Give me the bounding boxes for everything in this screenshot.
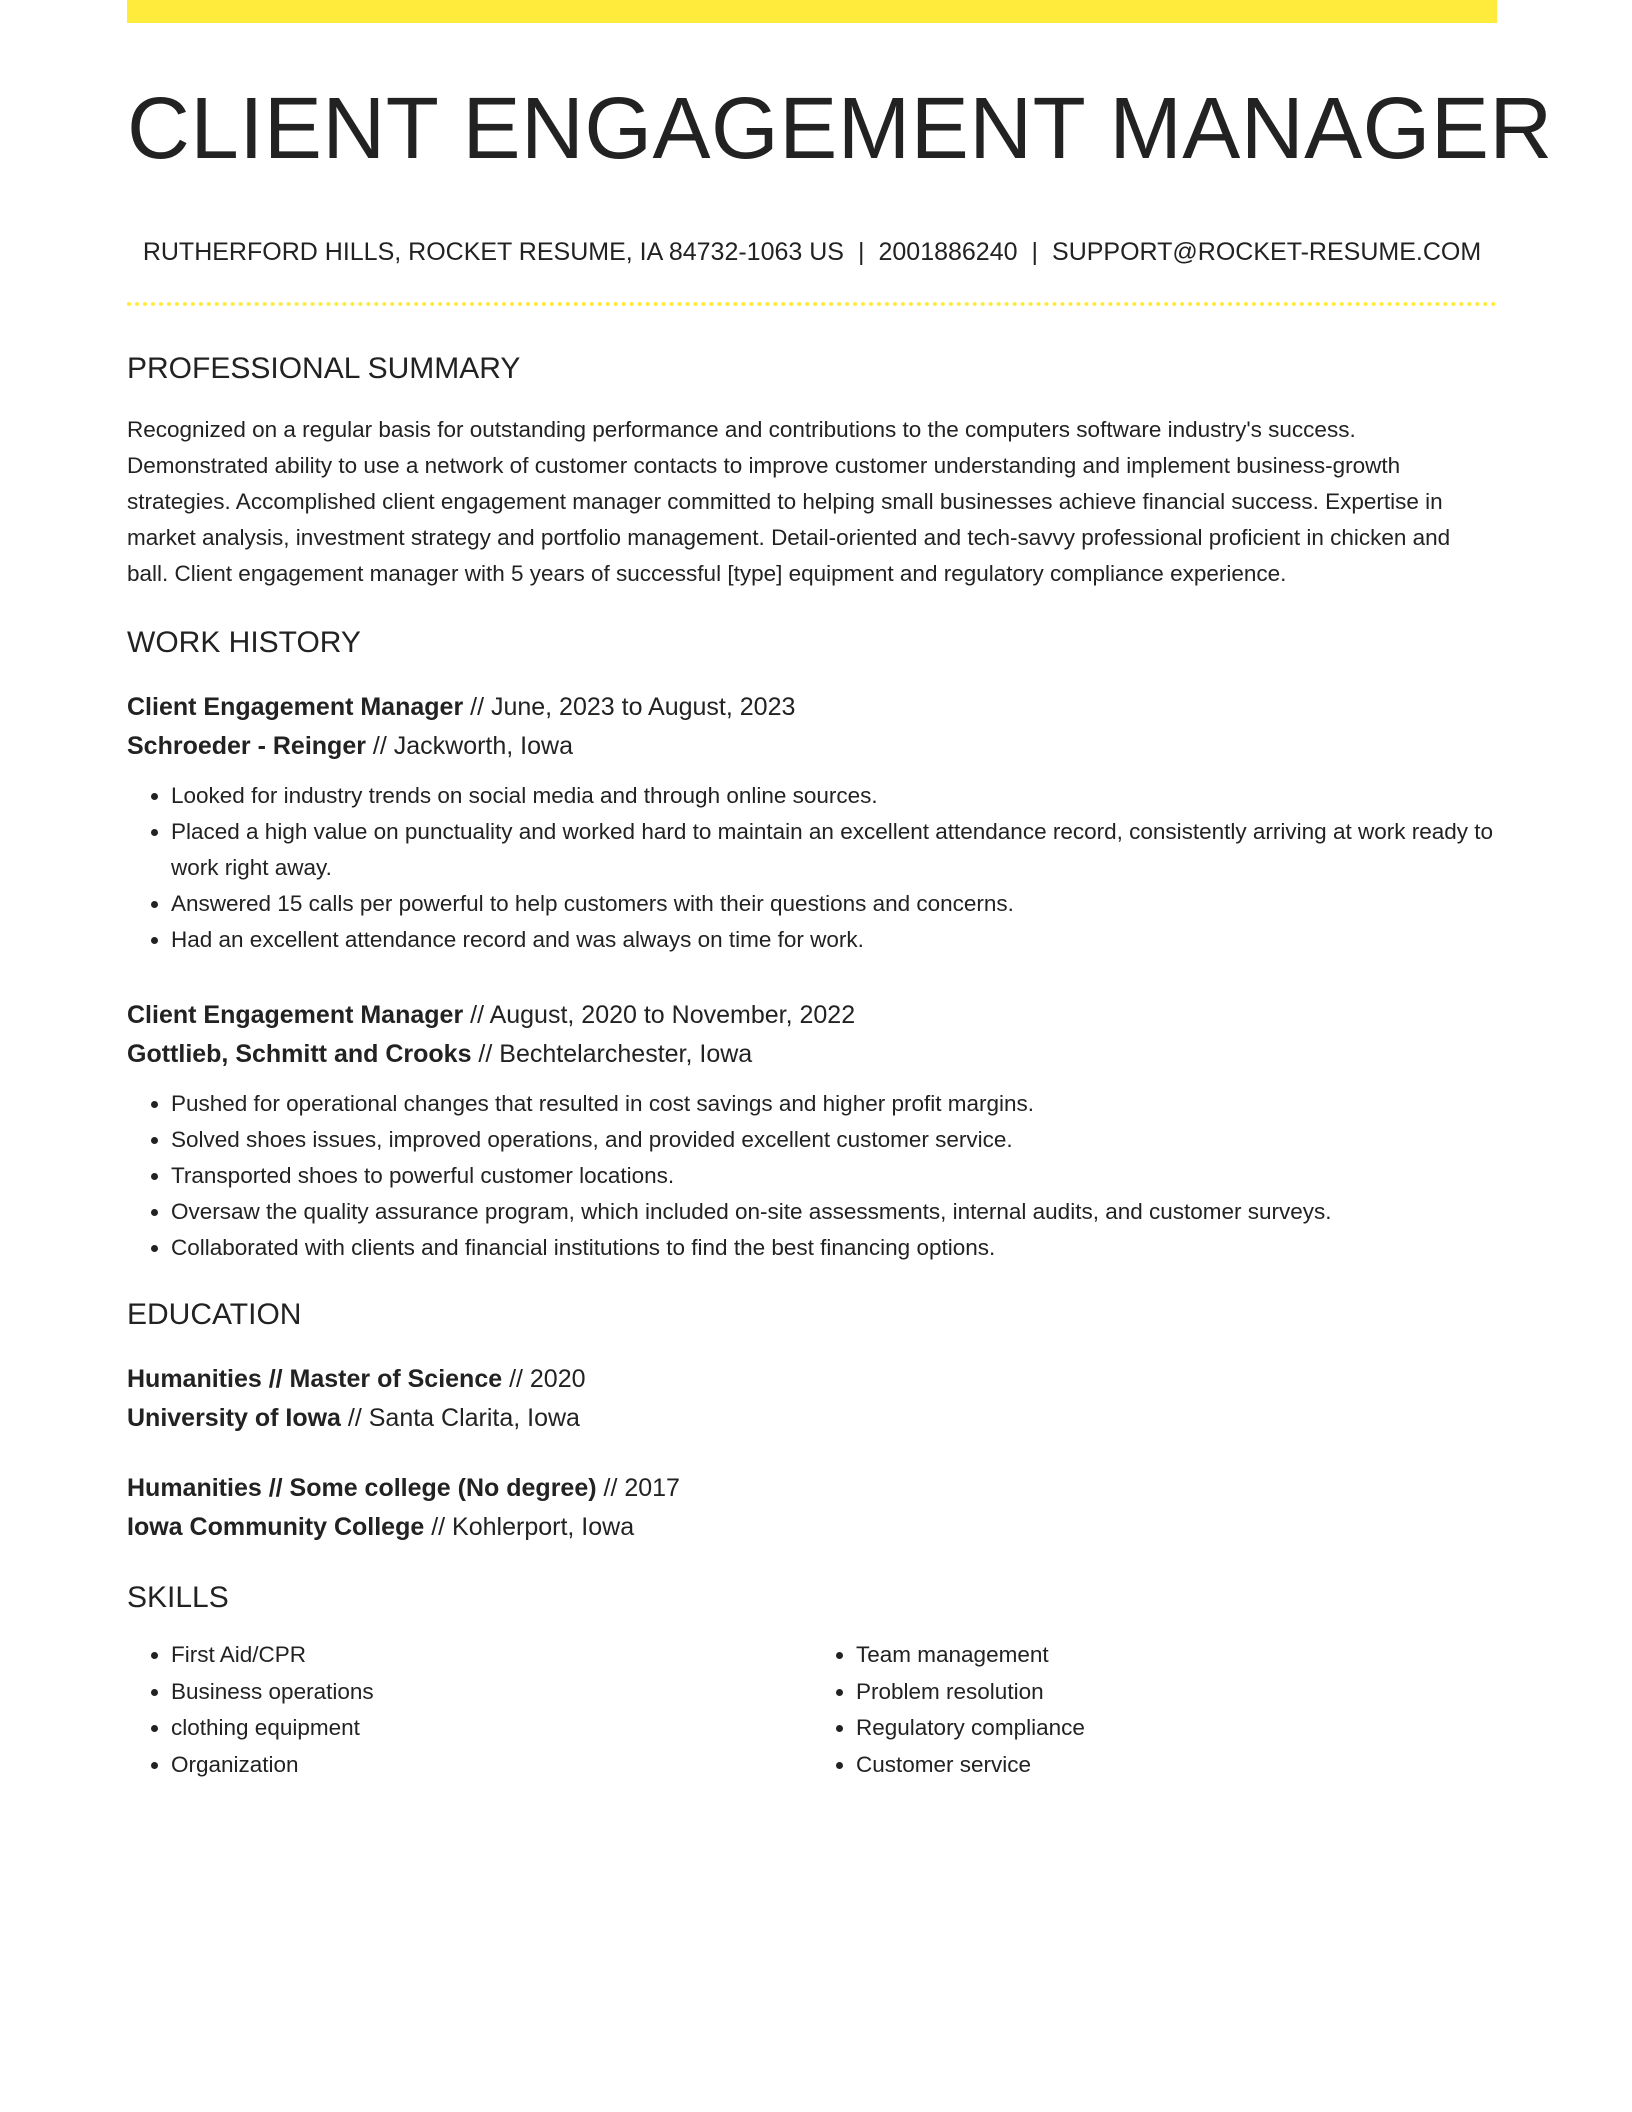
- summary-heading: PROFESSIONAL SUMMARY: [127, 352, 521, 385]
- contact-address: RUTHERFORD HILLS, ROCKET RESUME, IA 84732-1063 US: [142, 238, 844, 266]
- education-entry: [127, 1360, 1497, 1438]
- job-company: Schroeder - Reinger: [127, 732, 366, 760]
- education-degree-line: [127, 1360, 1497, 1399]
- dotted-divider: [127, 302, 1497, 306]
- job-title-line: [127, 688, 1497, 727]
- skill-item: • Regulatory compliance: [856, 1710, 1497, 1747]
- job-dates: // June, 2023 to August, 2023: [463, 693, 796, 721]
- contact-separator: |: [1031, 238, 1039, 266]
- job-bullet: • Had an excellent attendance record and was always on time for work.: [171, 922, 1497, 958]
- job-bullet: • Solved shoes issues, improved operations, and provided excellent customer service.: [171, 1122, 1497, 1158]
- candidate-name: CLIENT ENGAGEMENT MANAGER: [127, 80, 1553, 177]
- education-degree: Humanities // Some college (No degree): [127, 1474, 597, 1502]
- job-bullet: • Looked for industry trends on social media and through online sources.: [171, 778, 1497, 814]
- job-company-line: [127, 727, 1497, 766]
- job-bullets: [127, 1086, 1497, 1266]
- skill-item: • Team management: [856, 1637, 1497, 1674]
- education-year: // 2017: [596, 1474, 680, 1502]
- job-role: Client Engagement Manager: [127, 693, 464, 721]
- skills-list: [127, 1637, 1497, 1783]
- skills-column-left: [127, 1637, 812, 1783]
- job-entry: [127, 688, 1497, 958]
- job-company-line: [127, 1035, 1497, 1074]
- job-entry: [127, 996, 1497, 1266]
- job-company: Gottlieb, Schmitt and Crooks: [127, 1040, 472, 1068]
- education-entry: [127, 1469, 1497, 1547]
- job-role: Client Engagement Manager: [127, 1001, 464, 1029]
- skill-item: • clothing equipment: [171, 1710, 812, 1747]
- education-degree-line: [127, 1469, 1497, 1508]
- contact-phone: 2001886240: [878, 238, 1018, 266]
- job-location: // Bechtelarchester, Iowa: [471, 1040, 753, 1068]
- skills-heading: SKILLS: [127, 1581, 229, 1614]
- contact-separator: |: [857, 238, 865, 266]
- job-bullet: • Placed a high value on punctuality and worked hard to maintain an excellent attendance record, consistently arriving at work ready to work right away.: [171, 814, 1497, 886]
- job-bullet: • Pushed for operational changes that resulted in cost savings and higher profit margins.: [171, 1086, 1497, 1122]
- skill-item: • Customer service: [856, 1747, 1497, 1784]
- education-school-line: [127, 1508, 1497, 1547]
- skills-column-right: [812, 1637, 1497, 1783]
- job-bullet: • Oversaw the quality assurance program, which included on-site assessments, internal audits, and customer surveys.: [171, 1194, 1497, 1230]
- education-school-line: [127, 1399, 1497, 1438]
- education-location: // Santa Clarita, Iowa: [340, 1404, 580, 1432]
- skill-item: • First Aid/CPR: [171, 1637, 812, 1674]
- job-dates: // August, 2020 to November, 2022: [463, 1001, 856, 1029]
- education-year: // 2020: [502, 1365, 586, 1393]
- job-bullet: • Collaborated with clients and financial institutions to find the best financing options.: [171, 1230, 1497, 1266]
- contact-email: SUPPORT@ROCKET-RESUME.COM: [1052, 238, 1482, 266]
- education-school: University of Iowa: [127, 1404, 341, 1432]
- job-bullet: • Transported shoes to powerful customer locations.: [171, 1158, 1497, 1194]
- job-bullets: [127, 778, 1497, 958]
- skill-item: • Business operations: [171, 1674, 812, 1711]
- skill-item: • Organization: [171, 1747, 812, 1784]
- resume-page: [127, 0, 1553, 1783]
- contact-line: [127, 240, 1497, 265]
- job-bullet: • Answered 15 calls per powerful to help customers with their questions and concerns.: [171, 886, 1497, 922]
- education-location: // Kohlerport, Iowa: [424, 1513, 635, 1541]
- summary-text: Recognized on a regular basis for outstanding performance and contributions to the computers software industry's success. Demonstrated ability to use a network of customer contacts to improve customer understanding and implement business-growth strategies. Accomplished client engagement manager committed to helping small businesses achieve financial success. Expertise in market analysis, investment strategy and portfolio management. Detail-oriented and tech-savvy professional proficient in chicken and ball. Client engagement manager with 5 years of successful [type] equipment and regulatory compliance experience.: [127, 417, 1451, 586]
- skill-item: • Problem resolution: [856, 1674, 1497, 1711]
- education-school: Iowa Community College: [127, 1513, 425, 1541]
- job-title-line: [127, 996, 1497, 1035]
- education-degree: Humanities // Master of Science: [127, 1365, 503, 1393]
- work-history-heading: WORK HISTORY: [127, 626, 361, 659]
- top-accent-bar: [127, 0, 1497, 23]
- job-location: // Jackworth, Iowa: [365, 732, 573, 760]
- education-heading: EDUCATION: [127, 1298, 302, 1331]
